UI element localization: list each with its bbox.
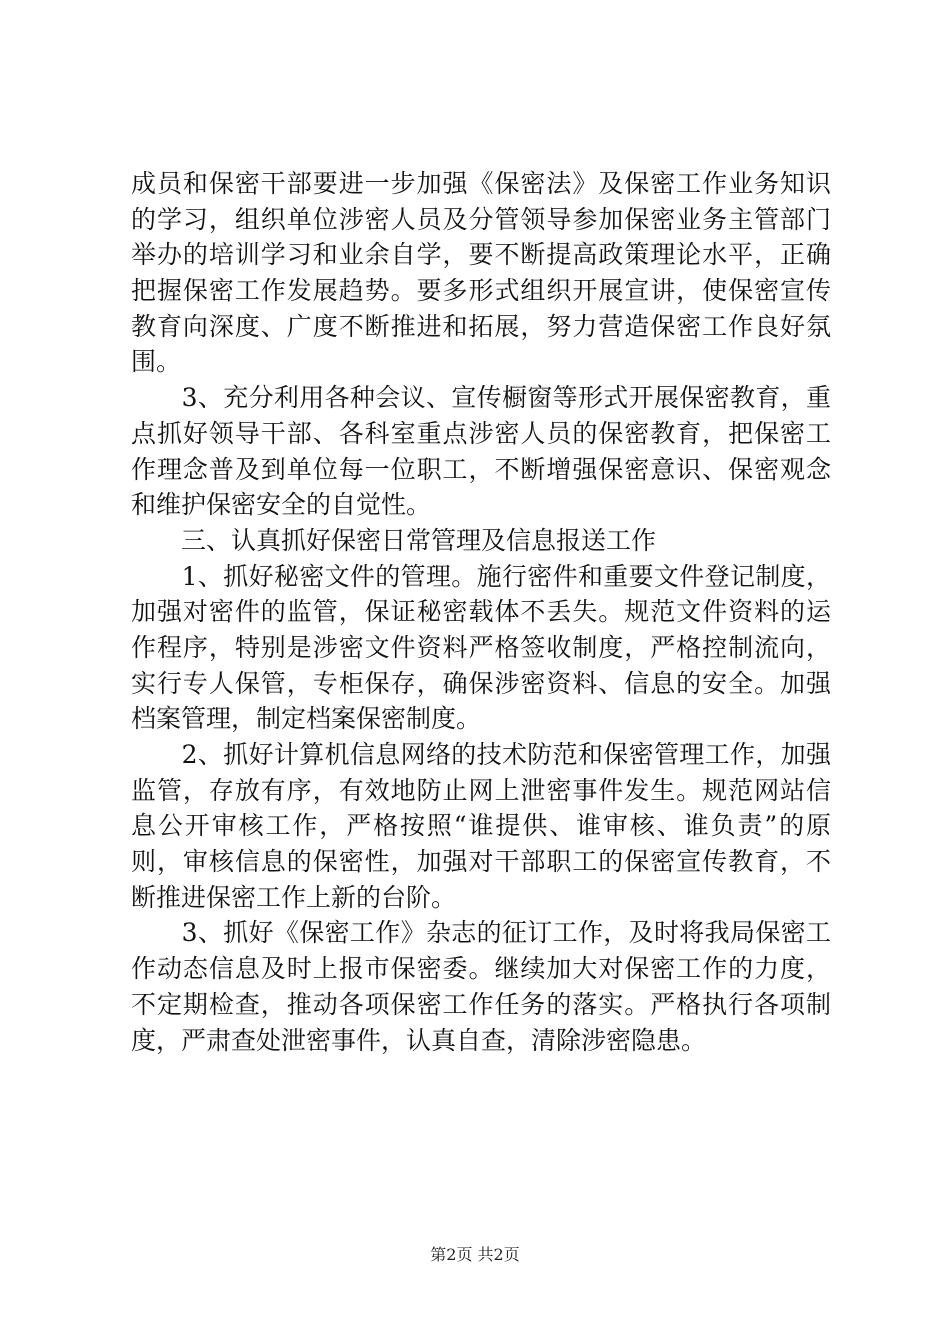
page-number: 第2页 共2页 (430, 1245, 520, 1264)
text-line: 监管，存放有序，有效地防止网上泄密事件发生。规范网站信 (131, 775, 831, 805)
text-line: 实行专人保管，专柜保存，确保涉密资料、信息的安全。加强 (131, 668, 831, 698)
document-body (131, 166, 831, 1058)
text-line: 成员和保密干部要进一步加强《保密法》及保密工作业务知识 (131, 169, 831, 198)
text-line: 加强对密件的监管，保证秘密载体不丢失。规范文件资料的运 (131, 597, 831, 627)
text-line: 1、抓好秘密文件的管理。施行密件和重要文件登记制度， (131, 561, 831, 591)
text-line: 3、充分利用各种会议、宣传橱窗等形式开展保密教育，重 (131, 383, 831, 413)
text-line: 作动态信息及时上报市保密委。继续加大对保密工作的力度， (131, 954, 831, 984)
text-line: 举办的培训学习和业余自学，要不断提高政策理论水平，正确 (131, 240, 831, 270)
text-line: 2、抓好计算机信息网络的技术防范和保密管理工作，加强 (131, 740, 831, 769)
text-line: 围。 (131, 347, 182, 377)
text-line: 作程序，特别是涉密文件资料严格签收制度，严格控制流向， (131, 632, 831, 662)
text-line: 的学习，组织单位涉密人员及分管领导参加保密业务主管部门 (131, 204, 831, 234)
section-heading: 三、认真抓好保密日常管理及信息报送工作 (131, 525, 657, 555)
text-line: 断推进保密工作上新的台阶。 (131, 882, 457, 912)
text-line: 3、抓好《保密工作》杂志的征订工作，及时将我局保密工 (131, 918, 831, 948)
text-line: 和维护保密安全的自觉性。 (131, 490, 432, 520)
text-line: 把握保密工作发展趋势。要多形式组织开展宣讲，使保密宣传 (131, 276, 831, 306)
text-line: 教育向深度、广度不断推进和拓展，努力营造保密工作良好氛 (131, 311, 831, 341)
text-line: 不定期检查，推动各项保密工作任务的落实。严格执行各项制 (131, 989, 831, 1019)
text-line: 点抓好领导干部、各科室重点涉密人员的保密教育，把保密工 (131, 418, 831, 448)
text-line: 息公开审核工作，严格按照“谁提供、谁审核、谁负责”的原 (131, 811, 831, 841)
text-line: 档案管理，制定档案保密制度。 (131, 704, 482, 734)
text-line: 度，严肃查处泄密事件，认真自查，清除涉密隐患。 (131, 1025, 707, 1055)
text-line: 则，审核信息的保密性，加强对干部职工的保密宣传教育，不 (131, 847, 831, 877)
text-line: 作理念普及到单位每一位职工，不断增强保密意识、保密观念 (131, 454, 831, 484)
